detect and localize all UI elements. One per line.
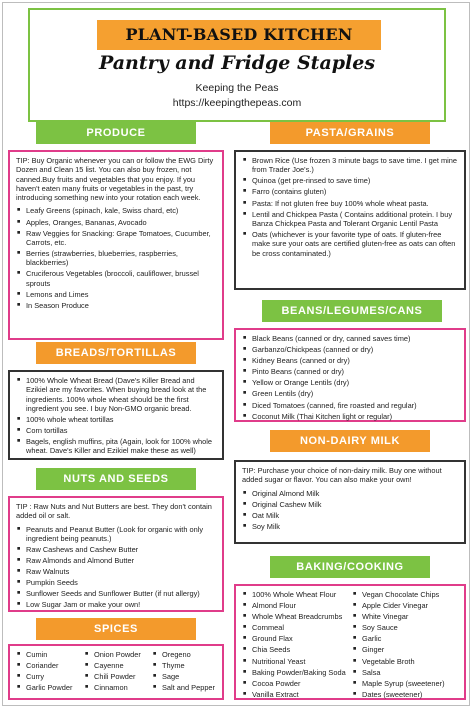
list-item: ■ Corn tortillas <box>26 426 216 435</box>
list-item: ■ Garlic <box>362 634 458 643</box>
list-item: ■ Raw Walnuts <box>26 567 216 576</box>
list-item: ■ Lentil and Chickpea Pasta ( Contains additional protein. I buy Banza Chickpea Pasta and Tolerant Organic Lentil Pasta <box>252 210 458 229</box>
list-item: ■ Raw Veggies for Snacking: Grape Tomatoes, Cucumber, Carrots, etc. <box>26 229 216 248</box>
list-item: ■ Cornmeal <box>252 623 348 632</box>
list-item: ■ Apples, Oranges, Bananas, Avocado <box>26 218 216 227</box>
produce-label: PRODUCE <box>36 122 196 144</box>
list-item: ■ Berries (strawberries, blueberries, raspberries, blackberries) <box>26 249 216 268</box>
list-item: ■ Bagels, english muffins, pita (Again, look for 100% whole wheat. Dave's Killer and Ezikiel make these as well) <box>26 437 216 456</box>
list-item: ■ Soy Milk <box>252 522 458 531</box>
list-item: ■ Thyme <box>162 661 216 670</box>
list-item: ■ Salsa <box>362 668 458 677</box>
list-item: ■ Sunflower Seeds and Sunflower Butter (if nut allergy) <box>26 589 216 598</box>
list-item: ■ Nutritional Yeast <box>252 657 348 666</box>
list-item: ■ Maple Syrup (sweetener) <box>362 679 458 688</box>
list-item: ■ Pasta: If not gluten free buy 100% whole wheat pasta. <box>252 199 458 208</box>
beans-label: BEANS/LEGUMES/CANS <box>262 300 442 322</box>
beans-box <box>234 328 466 422</box>
breads-label: BREADS/TORTILLAS <box>36 342 196 364</box>
list-item: ■ Leafy Greens (spinach, kale, Swiss chard, etc) <box>26 206 216 215</box>
list-item: ■ Yellow or Orange Lentils (dry) <box>252 378 458 387</box>
site-name: Keeping the Peas <box>195 82 279 94</box>
breads-list <box>16 376 216 456</box>
list-item: ■ Baking Powder/Baking Soda <box>252 668 348 677</box>
list-item: ■ Coconut Milk (Thai Kitchen light or regular) <box>252 412 458 421</box>
list-item: ■ Curry <box>26 672 80 681</box>
pasta-list <box>242 156 458 258</box>
list-item: ■ In Season Produce <box>26 301 216 310</box>
baking-label: BAKING/COOKING <box>270 556 430 578</box>
list-item: ■ Farro (contains gluten) <box>252 187 458 196</box>
list-item: ■ 100% Whole Wheat Flour <box>252 590 348 599</box>
list-item: ■ Chili Powder <box>94 672 148 681</box>
produce-box <box>8 150 224 340</box>
baking-col-2 <box>352 590 458 701</box>
beans-list <box>242 334 458 421</box>
list-item: ■ Pinto Beans (canned or dry) <box>252 367 458 376</box>
list-item: ■ Lemons and Limes <box>26 290 216 299</box>
breads-box <box>8 370 224 460</box>
list-item: ■ Soy Sauce <box>362 623 458 632</box>
list-item: ■ Whole Wheat Breadcrumbs <box>252 612 348 621</box>
list-item: ■ Brown Rice (Use frozen 3 minute bags to save time. I get mine from Trader Joe's.) <box>252 156 458 175</box>
list-item: ■ Cocoa Powder <box>252 679 348 688</box>
nuts-label: NUTS AND SEEDS <box>36 468 196 490</box>
nuts-list <box>16 525 216 610</box>
list-item: ■ Chia Seeds <box>252 645 348 654</box>
milk-label: NON-DAIRY MILK <box>270 430 430 452</box>
list-item: ■ Cayenne <box>94 661 148 670</box>
list-item: ■ Kidney Beans (canned or dry) <box>252 356 458 365</box>
list-item: ■ Peanuts and Peanut Butter (Look for organic with only ingredient being peanuts.) <box>26 525 216 544</box>
list-item: ■ Onion Powder <box>94 650 148 659</box>
milk-list <box>242 489 458 532</box>
baking-columns <box>242 590 458 701</box>
list-item: ■ Cruciferous Vegetables (broccoli, cauliflower, brussel sprouts <box>26 269 216 288</box>
list-item: ■ Sage <box>162 672 216 681</box>
list-item: ■ 100% whole wheat tortillas <box>26 415 216 424</box>
list-item: ■ Oregeno <box>162 650 216 659</box>
list-item: ■ Raw Cashews and Cashew Butter <box>26 545 216 554</box>
list-item: ■ Vegetable Broth <box>362 657 458 666</box>
list-item: ■ Garbanzo/Chickpeas (canned or dry) <box>252 345 458 354</box>
nuts-tip: TIP : Raw Nuts and Nut Butters are best. They don't contain added oil or salt. <box>16 502 212 521</box>
produce-list <box>16 206 216 310</box>
list-item: ■ Green Lentils (dry) <box>252 389 458 398</box>
list-item: ■ Coriander <box>26 661 80 670</box>
list-item: ■ Vanilla Extract <box>252 690 348 699</box>
pasta-label: PASTA/GRAINS <box>270 122 430 144</box>
spices-col-2 <box>84 650 148 694</box>
list-item: ■ Apple Cider Vinegar <box>362 601 458 610</box>
list-item: ■ Garlic Powder <box>26 683 80 692</box>
list-item: ■ Quinoa (get pre-rinsed to save time) <box>252 176 458 185</box>
page-title: PLANT-BASED KITCHEN <box>125 25 353 44</box>
spices-box <box>8 644 224 700</box>
list-item: ■ Cinnamon <box>94 683 148 692</box>
list-item: ■ Dates (sweetener) <box>362 690 458 699</box>
list-item: ■ Diced Tomatoes (canned, fire roasted and regular) <box>252 401 458 410</box>
spices-col-3 <box>152 650 216 694</box>
nuts-box <box>8 496 224 612</box>
list-item: ■ Vegan Chocolate Chips <box>362 590 458 599</box>
list-item: ■ 100% Whole Wheat Bread (Dave's Killer Bread and Ezikiel are my favorites. When buying bread look at the ingredients. 100% whole wheat should be the first ingredient you see. I buy Non-GMO organic bread. <box>26 376 216 413</box>
list-item: ■ Original Almond Milk <box>252 489 458 498</box>
list-item: ■ Ground Flax <box>252 634 348 643</box>
pasta-box <box>234 150 466 290</box>
list-item: ■ Black Beans (canned or dry, canned saves time) <box>252 334 458 343</box>
milk-tip: TIP: Purchase your choice of non-dairy milk. Buy one without added sugar or flavor. You can also make your own! <box>242 466 442 485</box>
list-item: ■ Original Cashew Milk <box>252 500 458 509</box>
milk-box <box>234 460 466 544</box>
list-item: ■ Oat Milk <box>252 511 458 520</box>
spices-col-1 <box>16 650 80 694</box>
site-url[interactable]: https://keepingthepeas.com <box>172 97 302 109</box>
spices-columns <box>16 650 216 694</box>
produce-tip: TIP: Buy Organic whenever you can or follow the EWG Dirty Dozen and Clean 15 list. You can also buy frozen, not canned.Buy fruits and vegetables that you enjoy. If you haven't eaten many fruits or vegetables in the past, try introducing something new into your rotation each week. <box>16 156 214 203</box>
page-subtitle: Pantry and Fridge Staples <box>98 52 376 74</box>
list-item: ■ Cumin <box>26 650 80 659</box>
list-item: ■ Ginger <box>362 645 458 654</box>
list-item: ■ Raw Almonds and Almond Butter <box>26 556 216 565</box>
list-item: ■ White Vinegar <box>362 612 458 621</box>
spices-label: SPICES <box>36 618 196 640</box>
baking-col-1 <box>242 590 348 701</box>
baking-box <box>234 584 466 700</box>
list-item: ■ Almond Flour <box>252 601 348 610</box>
list-item: ■ Oats (whichever is your favorite type of oats. If gluten-free make sure your oats are certified gluten-free as oats can often be cross contaminated.) <box>252 230 458 258</box>
list-item: ■ Salt and Pepper <box>162 683 216 692</box>
list-item: ■ Low Sugar Jam or make your own! <box>26 600 216 609</box>
list-item: ■ Pumpkin Seeds <box>26 578 216 587</box>
